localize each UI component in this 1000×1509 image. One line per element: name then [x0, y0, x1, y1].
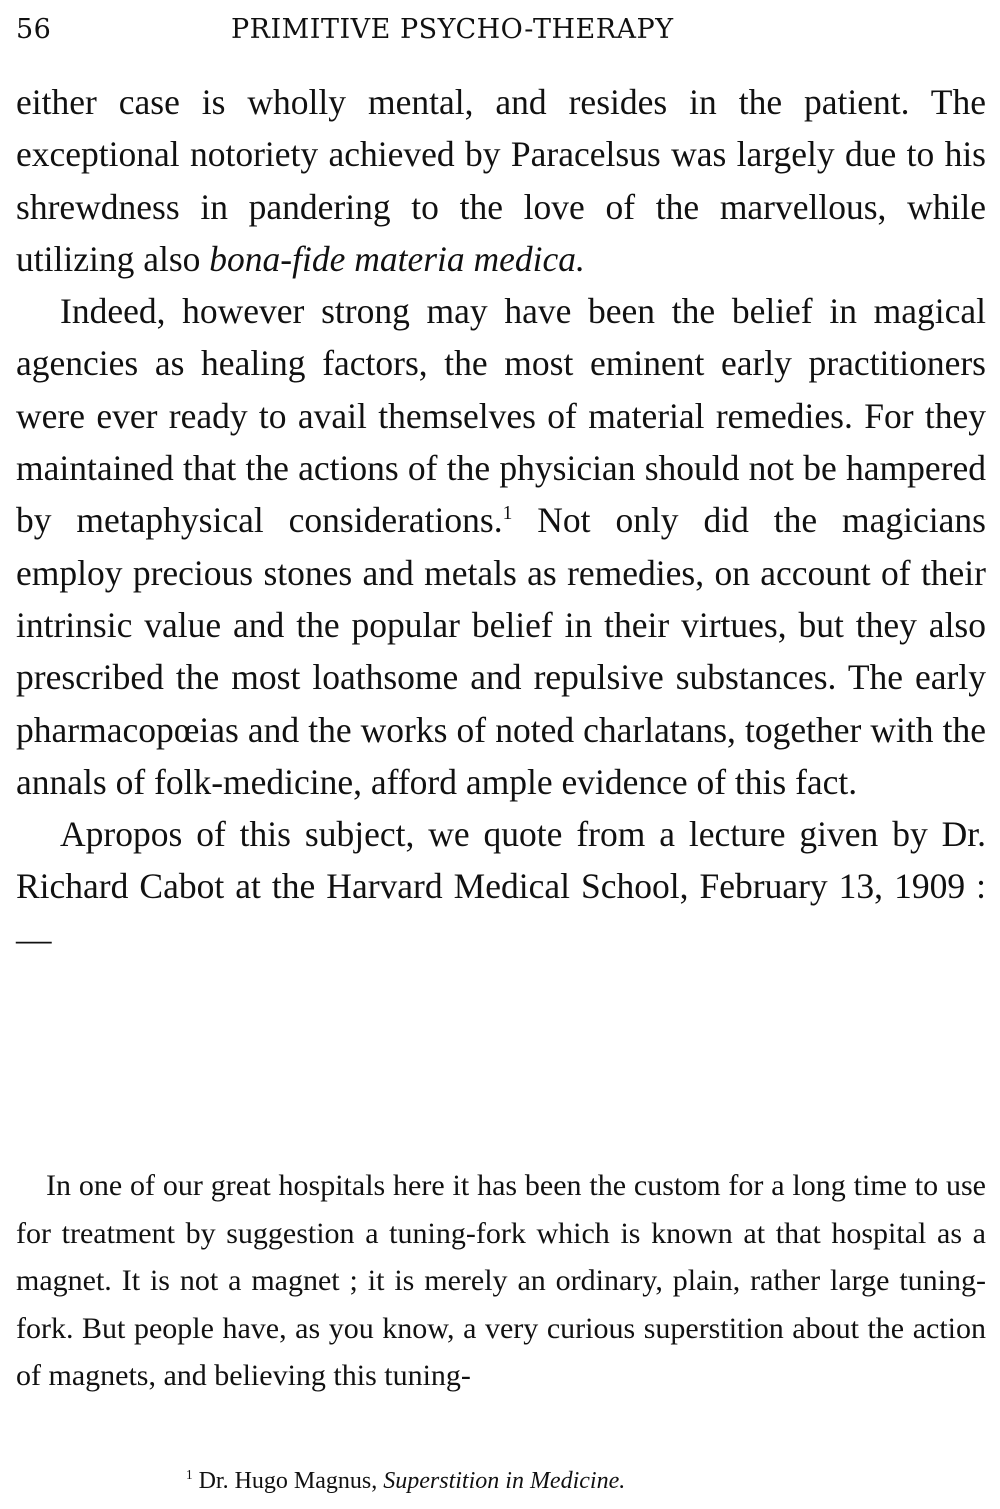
running-head: [16, 14, 986, 54]
paragraph-3: Apropos of this subject, we quote from a lecture given by Dr. Richard Cabot at the Harvard Medical School, February 13, 1909 :—: [16, 814, 986, 959]
footnote-reference: 1: [502, 503, 513, 525]
paragraph-2: [16, 285, 986, 808]
body-text: [16, 76, 986, 965]
footnote: [186, 1466, 625, 1496]
paragraph-1-italic: bona-fide materia medica.: [209, 238, 585, 279]
footnote-author: Dr. Hugo Magnus,: [198, 1468, 384, 1494]
paragraph-1-text: either case is wholly mental, and resides in the patient. The exceptional notoriety achieved by Paracelsus was largely due to his shrewdness in pandering to the love of the marvellous, while utilizing also: [16, 82, 986, 279]
page-number: 56: [16, 14, 52, 45]
footnote-title: Superstition in Medicine.: [383, 1468, 626, 1494]
running-title: PRIMITIVE PSYCHO-THERAPY: [231, 14, 674, 45]
block-quote: In one of our great hospitals here it has been the custom for a long time to use for treatment by suggestion a tuning-fork which is known at that hospital as a magnet. It is not a magnet ; it is merely an ordinary, plain, rather large tuning-fork. But people have, as you know, a very curious superstition about the action of magnets, and believing this tuning-: [16, 1169, 986, 1392]
paragraph-2-text-b: Not only did the magicians employ precious stones and metals as remedies, on account of their intrinsic value and the popular belief in their virtues, but they also prescribed the most loathsome and repulsive substances. The early pharmacopœias and the works of noted charlatans, together with the annals of folk-medicine, afford ample evidence of this fact.: [16, 500, 986, 802]
footnote-marker: 1: [186, 1467, 193, 1482]
paragraph-2-text-a: Indeed, however strong may have been the belief in magical agencies as healing factors, the most eminent early practitioners were ever ready to avail themselves of material remedies. For they maintained that the actions of the physician should not be hampered by metaphysical considerations.: [16, 291, 986, 541]
paragraph-1: [16, 76, 986, 285]
